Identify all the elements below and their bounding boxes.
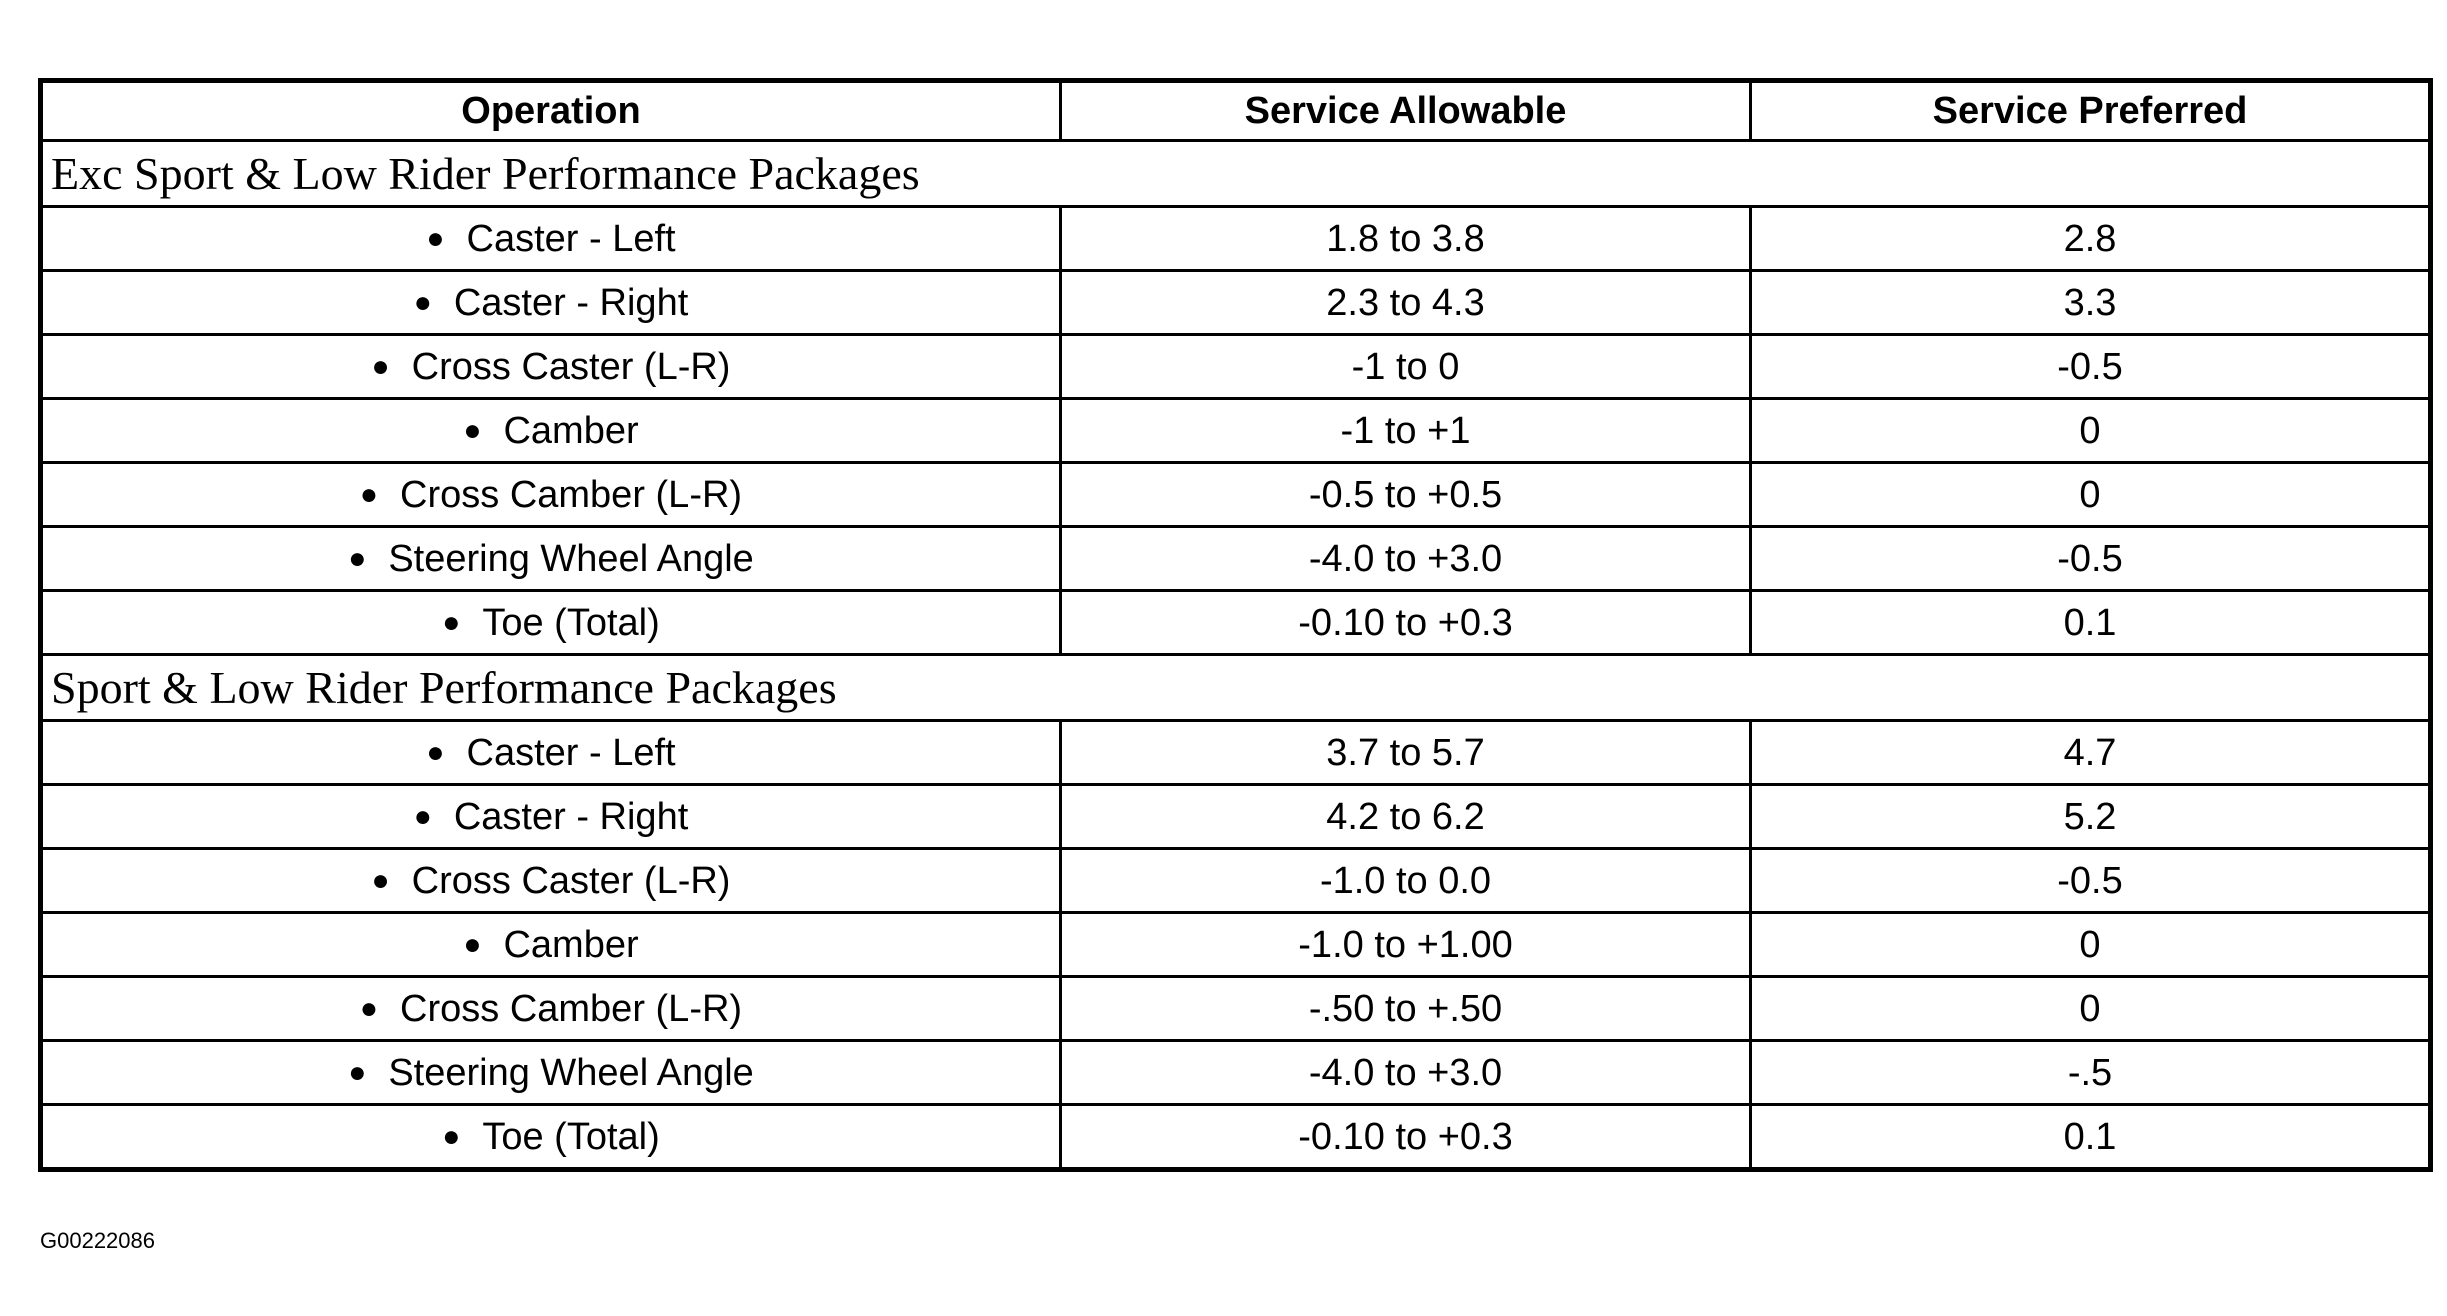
service-preferred-cell: -0.5 <box>1751 849 2431 913</box>
operation-cell <box>41 721 1061 785</box>
service-allowable-cell: 3.7 to 5.7 <box>1061 721 1751 785</box>
table-row <box>41 1105 2431 1170</box>
bullet-icon: ● <box>426 221 445 255</box>
service-allowable-cell: -4.0 to +3.0 <box>1061 1041 1751 1105</box>
service-preferred-cell: 0 <box>1751 913 2431 977</box>
bullet-icon: ● <box>463 927 482 961</box>
operation-label: Cross Caster (L-R) <box>411 345 731 388</box>
operation-label: Steering Wheel Angle <box>388 537 754 580</box>
header-operation: Operation <box>41 81 1061 141</box>
service-allowable-cell: -0.5 to +0.5 <box>1061 463 1751 527</box>
table-row <box>41 399 2431 463</box>
service-allowable-cell: -.50 to +.50 <box>1061 977 1751 1041</box>
bullet-icon: ● <box>359 477 379 511</box>
service-preferred-cell: 3.3 <box>1751 271 2431 335</box>
table-row <box>41 913 2431 977</box>
section-row <box>41 655 2431 721</box>
table-body <box>41 141 2431 1170</box>
table-row <box>41 527 2431 591</box>
bullet-icon: ● <box>348 541 367 575</box>
operation-cell <box>41 591 1061 655</box>
operation-cell <box>41 1041 1061 1105</box>
operation-cell <box>41 1105 1061 1170</box>
service-preferred-cell: 0.1 <box>1751 591 2431 655</box>
operation-cell <box>41 399 1061 463</box>
table-row <box>41 849 2431 913</box>
table-row <box>41 271 2431 335</box>
bullet-icon: ● <box>426 735 445 769</box>
operation-label: Caster - Left <box>466 217 676 260</box>
service-allowable-cell: 1.8 to 3.8 <box>1061 207 1751 271</box>
table-row <box>41 463 2431 527</box>
operation-cell <box>41 849 1061 913</box>
service-preferred-cell: 5.2 <box>1751 785 2431 849</box>
bullet-icon: ● <box>348 1055 367 1089</box>
service-allowable-cell: -1 to 0 <box>1061 335 1751 399</box>
operation-label: Camber <box>503 923 639 966</box>
table-header-row <box>41 81 2431 141</box>
service-allowable-cell: -1 to +1 <box>1061 399 1751 463</box>
table-row <box>41 207 2431 271</box>
table-row <box>41 591 2431 655</box>
bullet-icon: ● <box>442 1119 461 1153</box>
bullet-icon: ● <box>359 991 379 1025</box>
operation-label: Cross Camber (L-R) <box>400 987 743 1030</box>
service-allowable-cell: 2.3 to 4.3 <box>1061 271 1751 335</box>
table-row <box>41 785 2431 849</box>
bullet-icon: ● <box>463 413 482 447</box>
service-preferred-cell: 0.1 <box>1751 1105 2431 1170</box>
table-row <box>41 1041 2431 1105</box>
operation-cell <box>41 271 1061 335</box>
operation-cell <box>41 335 1061 399</box>
service-allowable-cell: 4.2 to 6.2 <box>1061 785 1751 849</box>
service-allowable-cell: -1.0 to +1.00 <box>1061 913 1751 977</box>
section-title: Sport & Low Rider Performance Packages <box>41 655 2431 721</box>
operation-label: Cross Camber (L-R) <box>400 473 743 516</box>
operation-cell <box>41 463 1061 527</box>
figure-id: G00222086 <box>40 1228 155 1253</box>
operation-label: Camber <box>503 409 639 452</box>
header-service-preferred: Service Preferred <box>1751 81 2431 141</box>
operation-cell <box>41 207 1061 271</box>
service-preferred-cell: 0 <box>1751 977 2431 1041</box>
bullet-icon: ● <box>413 285 432 319</box>
operation-cell <box>41 527 1061 591</box>
bullet-icon: ● <box>442 605 461 639</box>
operation-cell <box>41 785 1061 849</box>
operation-cell <box>41 913 1061 977</box>
service-preferred-cell: 2.8 <box>1751 207 2431 271</box>
service-preferred-cell: -0.5 <box>1751 527 2431 591</box>
table-row <box>41 977 2431 1041</box>
table-row <box>41 335 2431 399</box>
alignment-spec-table <box>38 78 2433 1172</box>
service-allowable-cell: -0.10 to +0.3 <box>1061 591 1751 655</box>
service-preferred-cell: -.5 <box>1751 1041 2431 1105</box>
section-title: Exc Sport & Low Rider Performance Packages <box>41 141 2431 207</box>
operation-label: Caster - Right <box>453 795 689 838</box>
operation-label: Caster - Left <box>466 731 676 774</box>
operation-label: Cross Caster (L-R) <box>411 859 731 902</box>
service-preferred-cell: -0.5 <box>1751 335 2431 399</box>
bullet-icon: ● <box>413 799 432 833</box>
service-preferred-cell: 0 <box>1751 463 2431 527</box>
header-service-allowable: Service Allowable <box>1061 81 1751 141</box>
operation-cell <box>41 977 1061 1041</box>
operation-label: Caster - Right <box>453 281 689 324</box>
service-preferred-cell: 0 <box>1751 399 2431 463</box>
service-allowable-cell: -0.10 to +0.3 <box>1061 1105 1751 1170</box>
service-allowable-cell: -1.0 to 0.0 <box>1061 849 1751 913</box>
operation-label: Steering Wheel Angle <box>388 1051 754 1094</box>
operation-label: Toe (Total) <box>482 1115 660 1158</box>
service-preferred-cell: 4.7 <box>1751 721 2431 785</box>
bullet-icon: ● <box>371 863 390 897</box>
service-allowable-cell: -4.0 to +3.0 <box>1061 527 1751 591</box>
table-row <box>41 721 2431 785</box>
bullet-icon: ● <box>371 349 390 383</box>
section-row <box>41 141 2431 207</box>
operation-label: Toe (Total) <box>482 601 660 644</box>
